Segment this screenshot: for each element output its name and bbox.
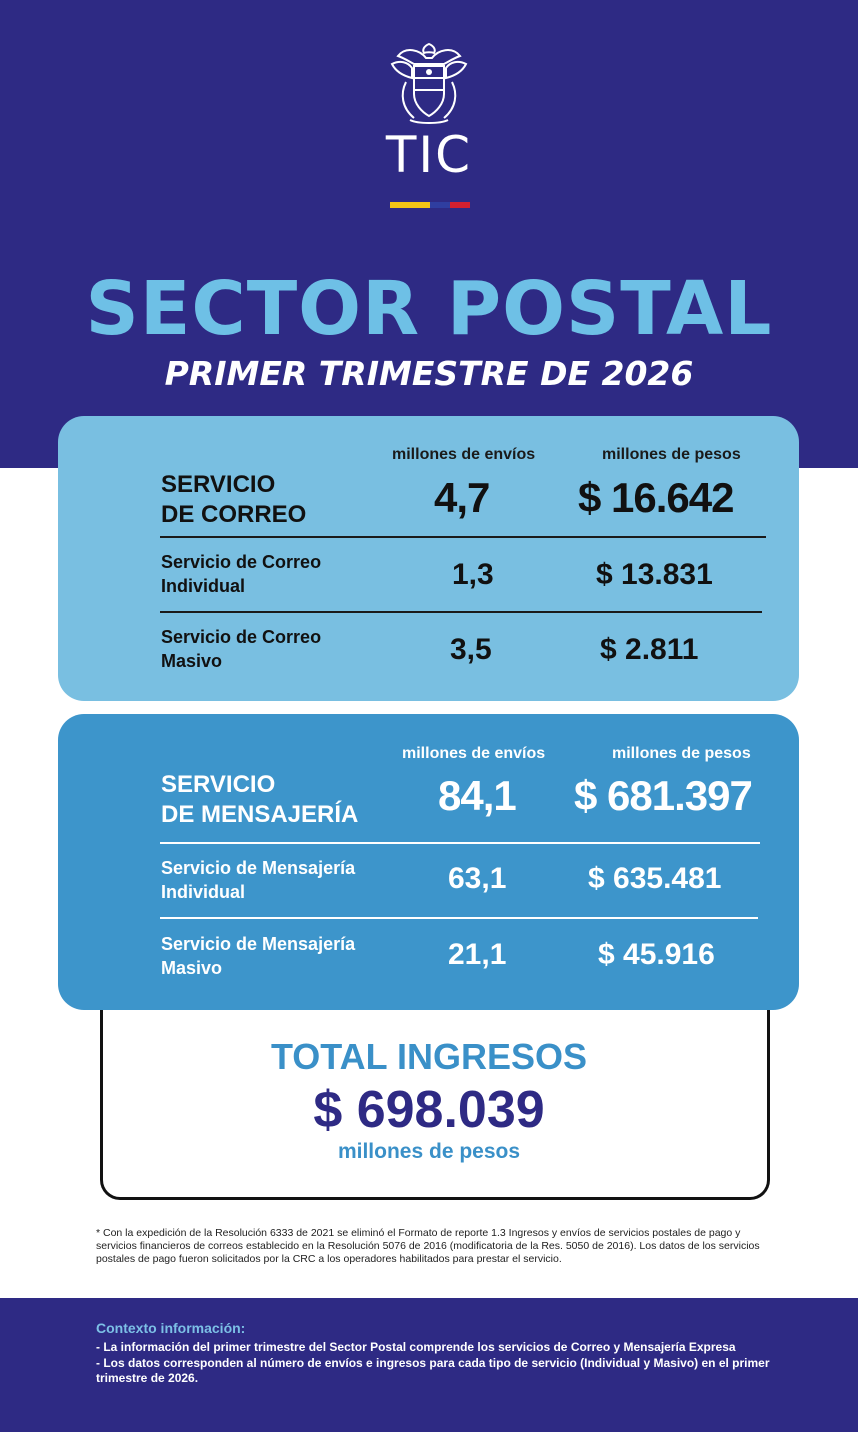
correo-title-line2: DE CORREO bbox=[161, 501, 307, 528]
mensajeria-pesos: $ 681.397 bbox=[574, 772, 752, 819]
correo-envios: 4,7 bbox=[434, 474, 490, 521]
mensajeria-col-envios: millones de envíos bbox=[402, 745, 546, 762]
total-unit: millones de pesos bbox=[337, 1140, 521, 1163]
page-subtitle: PRIMER TRIMESTRE DE 2026 bbox=[164, 354, 694, 393]
mensajeria-row-individual-envios: 63,1 bbox=[448, 862, 507, 895]
correo-row-individual bbox=[161, 550, 321, 598]
coat-of-arms-icon bbox=[388, 38, 470, 128]
footnote: * Con la expedición de la Resolución 6333 de 2021 se eliminó el Formato de reporte 1.3 Ingresos y envíos de servicios postales de pago y servicios financieros de correos establecido en la Resolución 5076 de 2016 (modificatoria de la Res. 5050 de 2016). Los datos de los servicios postales de pago fueron solicitados por la CRC a los operadores habilitados para prestar el servicio. bbox=[96, 1227, 760, 1265]
correo-row-masivo-pesos: $ 2.811 bbox=[600, 633, 699, 666]
context-title: Contexto información: bbox=[96, 1320, 246, 1336]
mensajeria-row-individual-label2: Individual bbox=[161, 882, 246, 902]
correo-row-individual-label2: Individual bbox=[161, 576, 246, 596]
mensajeria-row-individual-pesos: $ 635.481 bbox=[588, 862, 722, 895]
mensajeria-row-masivo-envios: 21,1 bbox=[448, 938, 507, 971]
mensajeria-row-masivo-label1: Servicio de Mensajería bbox=[161, 934, 356, 954]
correo-divider-2 bbox=[160, 611, 762, 613]
correo-row-individual-pesos: $ 13.831 bbox=[596, 558, 713, 591]
mensajeria-divider-1 bbox=[160, 842, 760, 844]
mensajeria-card bbox=[58, 714, 799, 1010]
flag-stripe-blue bbox=[430, 202, 450, 208]
correo-row-masivo-envios: 3,5 bbox=[450, 633, 492, 666]
mensajeria-row-masivo-label2: Masivo bbox=[161, 958, 223, 978]
mensajeria-row-individual bbox=[161, 856, 355, 904]
flag-stripe-red bbox=[450, 202, 470, 208]
mensajeria-envios: 84,1 bbox=[438, 772, 516, 819]
correo-row-individual-envios: 1,3 bbox=[452, 558, 494, 591]
total-title: TOTAL INGRESOS bbox=[270, 1036, 588, 1077]
mensajeria-row-individual-label1: Servicio de Mensajería bbox=[161, 858, 356, 878]
context-line-1: - La información del primer trimestre del Sector Postal comprende los servicios de Correo y Mensajería Expresa bbox=[96, 1340, 736, 1354]
correo-divider-1 bbox=[160, 536, 766, 538]
correo-row-individual-label1: Servicio de Correo bbox=[161, 552, 322, 572]
flag-stripe bbox=[390, 202, 470, 208]
correo-col-envios: millones de envíos bbox=[392, 446, 536, 463]
correo-row-masivo bbox=[161, 625, 321, 673]
correo-title-line1: SERVICIO bbox=[161, 471, 276, 498]
correo-pesos: $ 16.642 bbox=[578, 474, 734, 521]
mensajeria-title bbox=[161, 770, 358, 830]
page-title: SECTOR POSTAL bbox=[85, 266, 773, 352]
mensajeria-title-line2: DE MENSAJERÍA bbox=[161, 801, 359, 828]
flag-stripe-yellow bbox=[390, 202, 430, 208]
mensajeria-divider-2 bbox=[160, 917, 758, 919]
mensajeria-row-masivo-pesos: $ 45.916 bbox=[598, 938, 715, 971]
mensajeria-col-pesos: millones de pesos bbox=[612, 745, 751, 762]
correo-col-pesos: millones de pesos bbox=[602, 446, 741, 463]
correo-row-masivo-label1: Servicio de Correo bbox=[161, 627, 322, 647]
correo-title bbox=[161, 470, 306, 530]
correo-card bbox=[58, 416, 799, 701]
mensajeria-title-line1: SERVICIO bbox=[161, 771, 276, 798]
total-value: $ 698.039 bbox=[313, 1081, 545, 1139]
correo-row-masivo-label2: Masivo bbox=[161, 651, 223, 671]
context-line-2: - Los datos corresponden al número de envíos e ingresos para cada tipo de servicio (Individual y Masivo) en el primer trimestre de 2026. bbox=[96, 1356, 770, 1385]
mensajeria-row-masivo bbox=[161, 932, 355, 980]
brand-name: TIC bbox=[385, 126, 473, 184]
